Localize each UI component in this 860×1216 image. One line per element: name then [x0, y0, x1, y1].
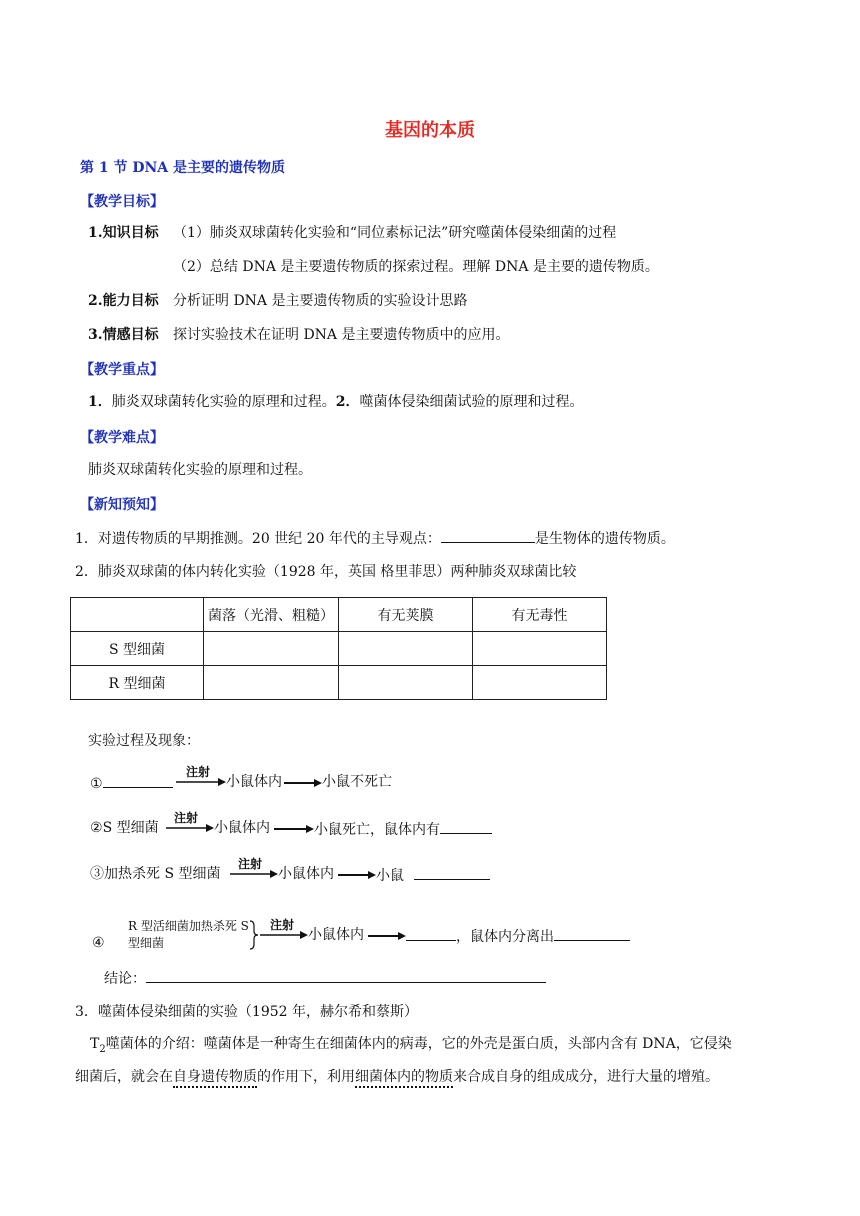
experiment-3 — [90, 865, 221, 883]
experiment-3-number: ③ — [90, 866, 104, 882]
experiment-4-brace-line2: 型细菌 — [128, 936, 165, 950]
table-cell: R 型细菌 — [71, 666, 204, 700]
conclusion — [104, 968, 546, 988]
brace-icon — [248, 920, 260, 950]
t2-intro-line2 — [75, 1068, 719, 1086]
experiment-2-start: S 型细菌 — [102, 820, 159, 836]
conclusion-label: 结论： — [104, 971, 146, 987]
page-title: 基因的本质 — [385, 120, 475, 141]
experiment-4-brace-line1: R 型活细菌加热杀死 S — [128, 919, 249, 933]
experiment-2-result-text: 小鼠死亡，鼠体内有 — [314, 822, 440, 838]
experiment-2-number: ② — [90, 820, 103, 836]
experiment-1-result: 小鼠不死亡 — [322, 774, 392, 790]
t2-letter: T — [90, 1036, 100, 1052]
table-header-cell: 有无毒性 — [473, 598, 607, 632]
experiment-3-result — [376, 865, 490, 885]
process-label: 实验过程及现象： — [88, 733, 200, 749]
table-row — [71, 598, 607, 632]
inject-label: 注射 — [186, 765, 211, 779]
preview-item-2: 2．肺炎双球菌的体内转化实验（1928 年，英国 格里菲思）两种肺炎双球菌比较 — [75, 564, 577, 580]
table-cell: S 型细菌 — [71, 632, 204, 666]
answer-blank[interactable] — [554, 926, 630, 941]
experiment-2-mid: 小鼠体内 — [214, 820, 270, 836]
inject-label: 注射 — [238, 857, 263, 871]
key-text-2: 噬菌体侵染细菌试验的原理和过程。 — [359, 394, 584, 410]
preview-item-1-text-a: 1．对遗传物质的早期推测。20 世纪 20 年代的主导观点： — [75, 531, 441, 547]
experiment-2-result — [314, 819, 492, 839]
comparison-table — [70, 597, 607, 700]
key-num-1: 1． — [88, 394, 112, 410]
answer-blank[interactable] — [414, 865, 490, 880]
key-header: 【教学重点】 — [80, 362, 164, 378]
emphasis-text: 自身遗传物质 — [173, 1069, 257, 1088]
inject-arrow — [166, 809, 214, 837]
goals-header: 【教学目标】 — [80, 194, 164, 210]
table-cell[interactable] — [473, 666, 607, 700]
answer-blank[interactable] — [440, 819, 492, 834]
right-arrow-icon — [274, 824, 314, 834]
experiment-4-number: ④ — [92, 935, 105, 951]
t2-line2-b: 的作用下，利用 — [257, 1069, 355, 1085]
experiment-3-start: 加热杀死 S 型细菌 — [104, 866, 221, 882]
goal1-text1: （1）肺炎双球菌转化实验和“同位素标记法”研究噬菌体侵染细菌的过程 — [173, 225, 617, 241]
section-heading: 第 1 节 DNA 是主要的遗传物质 — [80, 160, 286, 176]
experiment-3-mid: 小鼠体内 — [278, 866, 334, 882]
inject-label: 注射 — [270, 918, 295, 932]
difficult-header: 【教学难点】 — [80, 430, 164, 446]
table-cell[interactable] — [204, 632, 339, 666]
goal2-label: 2.能力目标 — [88, 293, 159, 309]
experiment-4-mid: 小鼠体内 — [308, 927, 364, 943]
experiment-2 — [90, 819, 159, 837]
t2-subscript: 2 — [99, 1043, 106, 1055]
answer-blank[interactable] — [406, 926, 456, 941]
answer-blank[interactable] — [146, 968, 546, 983]
goal1-label: 1.知识目标 — [88, 225, 159, 241]
right-arrow-icon — [368, 931, 406, 941]
preview-item-3: 3．噬菌体侵染细菌的实验（1952 年，赫尔希和蔡斯） — [75, 1004, 418, 1020]
t2-intro-line1 — [90, 1035, 732, 1059]
table-header-cell: 有无荚膜 — [339, 598, 473, 632]
table-cell[interactable] — [204, 666, 339, 700]
right-arrow-icon — [166, 823, 214, 833]
right-arrow-icon — [338, 870, 376, 880]
t2-line2-a: 细菌后，就会在 — [75, 1069, 173, 1085]
inject-arrow — [260, 916, 308, 944]
answer-blank[interactable] — [441, 528, 535, 543]
preview-item-1 — [75, 528, 675, 548]
t2-line2-c: 来合成自身的组成成分，进行大量的增殖。 — [453, 1069, 719, 1085]
right-arrow-icon — [230, 869, 278, 879]
key-num-2: 2． — [335, 394, 360, 410]
inject-arrow — [176, 763, 226, 791]
experiment-3-result-text: 小鼠 — [376, 868, 404, 884]
experiment-1-mid: 小鼠体内 — [226, 774, 282, 790]
difficult-text: 肺炎双球菌转化实验的原理和过程。 — [88, 462, 312, 478]
goal2-text: 分析证明 DNA 是主要遗传物质的实验设计思路 — [173, 293, 468, 309]
preview-header: 【新知预知】 — [80, 497, 164, 513]
right-arrow-icon — [284, 778, 322, 788]
right-arrow-icon — [260, 930, 308, 940]
inject-label: 注射 — [174, 811, 199, 825]
experiment-1-number: ① — [90, 776, 103, 792]
table-cell[interactable] — [473, 632, 607, 666]
table-cell[interactable] — [339, 632, 473, 666]
experiment-4-result-text: ，鼠体内分离出 — [456, 929, 554, 945]
table-row — [71, 666, 607, 700]
goal1-text2: （2）总结 DNA 是主要遗传物质的探索过程。理解 DNA 是主要的遗传物质。 — [173, 259, 659, 275]
inject-arrow — [230, 855, 278, 883]
experiment-1 — [90, 773, 173, 793]
goal3-label: 3.情感目标 — [88, 327, 159, 343]
key-text-1: 肺炎双球菌转化实验的原理和过程。 — [111, 394, 336, 410]
emphasis-text: 细菌体内的物质 — [355, 1069, 453, 1088]
table-header-cell: 菌落（光滑、粗糙） — [204, 598, 339, 632]
table-row — [71, 632, 607, 666]
right-arrow-icon — [176, 777, 226, 787]
experiment-4-result — [406, 926, 630, 946]
preview-item-1-text-b: 是生物体的遗传物质。 — [534, 531, 675, 547]
table-header-cell — [71, 598, 204, 632]
goal3-text: 探讨实验技术在证明 DNA 是主要遗传物质中的应用。 — [173, 327, 510, 343]
key-points — [88, 393, 584, 411]
answer-blank[interactable] — [103, 773, 173, 788]
t2-intro-text: 噬菌体的介绍：噬菌体是一种寄生在细菌体内的病毒，它的外壳是蛋白质，头部内含有 DNA，它侵染 — [105, 1036, 732, 1052]
table-cell[interactable] — [339, 666, 473, 700]
